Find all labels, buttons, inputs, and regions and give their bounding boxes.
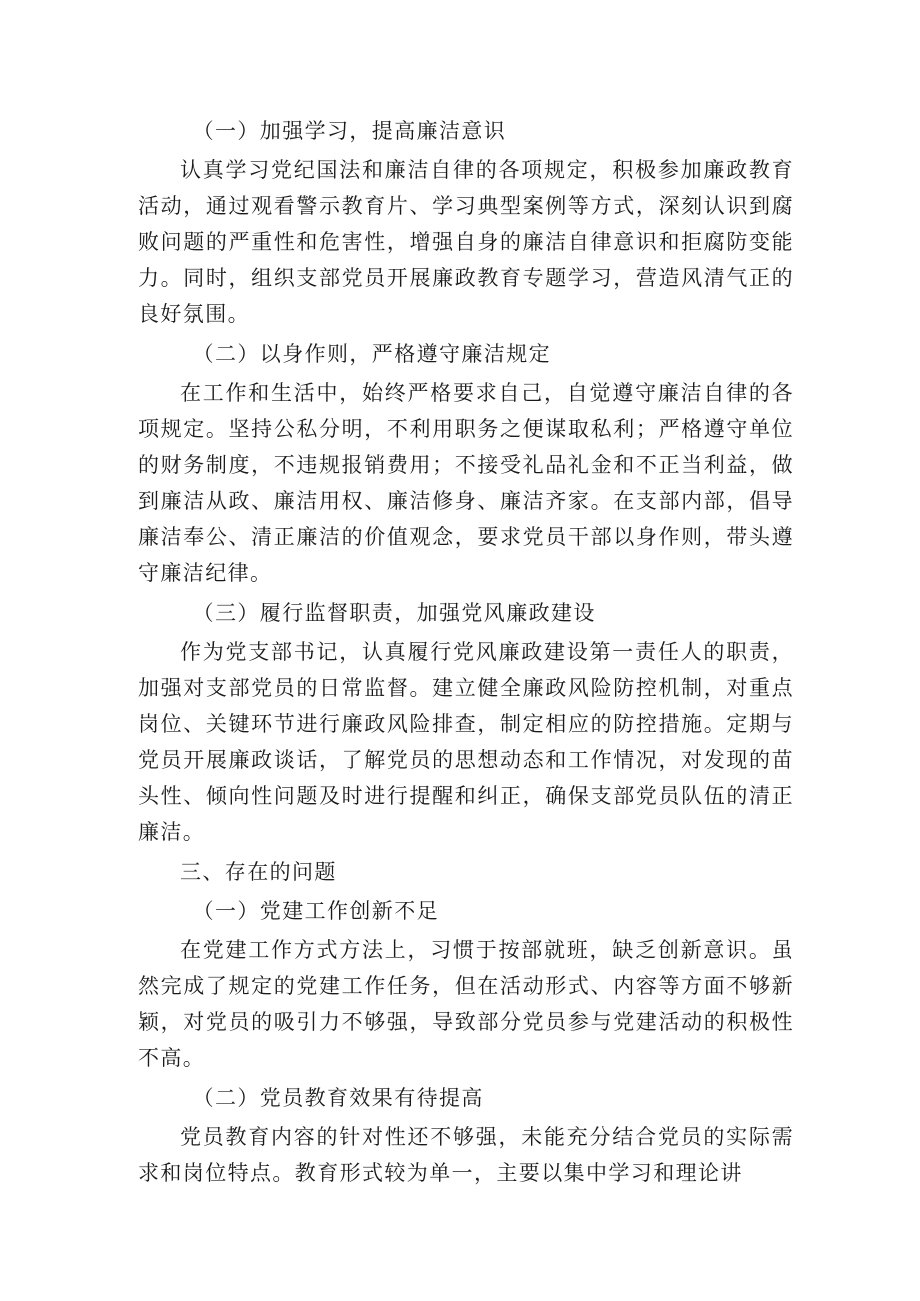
paragraph-lead-by-example: 在工作和生活中，始终严格要求自己，自觉遵守廉洁自律的各项规定。坚持公私分明，不利用职务之便谋取私利；严格遵守单位的财务制度，不违规报销费用；不接受礼品礼金和不正当利益，做到廉洁从政、廉洁用权、廉洁修身、廉洁齐家。在支部内部，倡导廉洁奉公、清正廉洁的价值观念，要求党员干部以身作则，带头遵守廉洁纪律。 — [138, 381, 794, 585]
subheading-supervision: （三）履行监督职责，加强党风廉政建设 — [192, 601, 596, 625]
paragraph-supervision: 作为党支部书记，认真履行党风廉政建设第一责任人的职责，加强对支部党员的日常监督。建立健全廉政风险防控机制，对重点岗位、关键环节进行廉政风险排查，制定相应的防控措施。定期与党员开展廉政谈话，了解党员的思想动态和工作情况，对发现的苗头性、倾向性问题及时进行提醒和纠正，确保支部党员队伍的清正廉洁。 — [138, 640, 794, 844]
paragraph-education: 党员教育内容的针对性还不够强，未能充分结合党员的实际需求和岗位特点。教育形式较为单一，主要以集中学习和理论讲 — [138, 1125, 794, 1185]
paragraph-innovation: 在党建工作方式方法上，习惯于按部就班，缺乏创新意识。虽然完成了规定的党建工作任务，但在活动形式、内容等方面不够新颖，对党员的吸引力不够强，导致部分党员参与党建活动的积极性不高。 — [138, 938, 794, 1070]
document-body — [138, 110, 794, 1195]
paragraph-study: 认真学习党纪国法和廉洁自律的各项规定，积极参加廉政教育活动，通过观看警示教育片、学习典型案例等方式，深刻认识到腐败问题的严重性和危害性，增强自身的廉洁自律意识和拒腐防变能力。同时，组织支部党员开展廉政教育专题学习，营造风清气正的良好氛围。 — [138, 158, 794, 326]
subheading-lead-by-example: （二）以身作则，严格遵守廉洁规定 — [192, 342, 551, 366]
section-heading-problems: 三、存在的问题 — [180, 860, 337, 884]
subheading-strengthen-study: （一）加强学习，提高廉洁意识 — [192, 119, 507, 143]
subheading-education: （二）党员教育效果有待提高 — [192, 1086, 484, 1110]
subheading-innovation: （一）党建工作创新不足 — [192, 899, 439, 923]
